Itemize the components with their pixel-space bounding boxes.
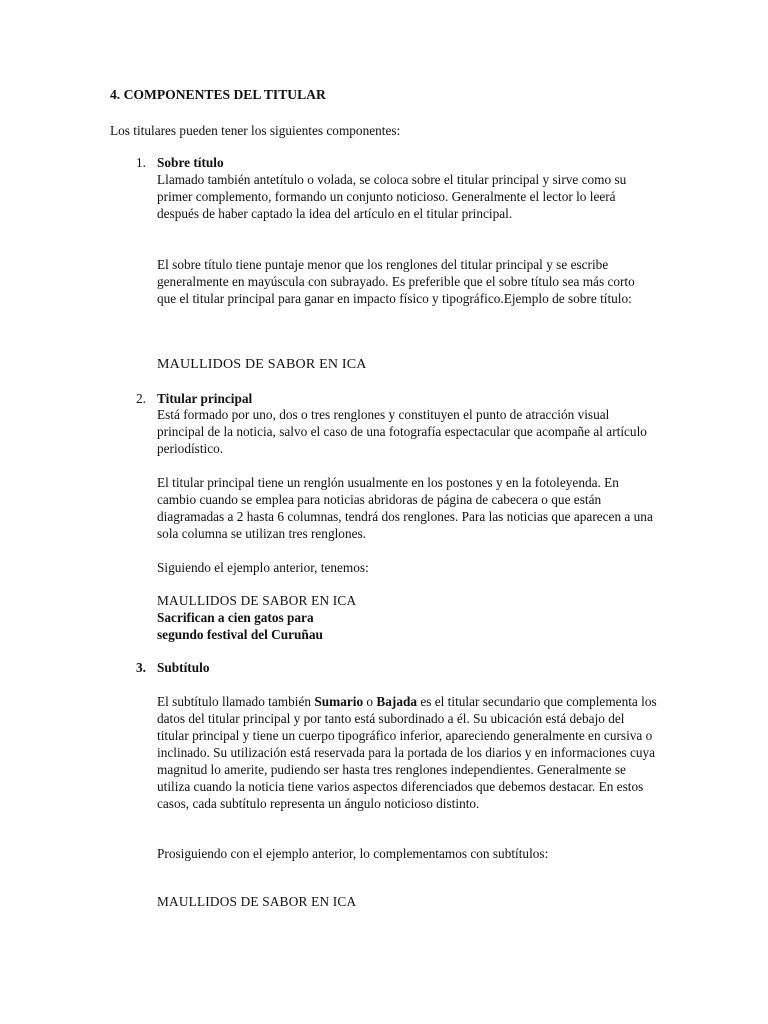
example-headline: MAULLIDOS DE SABOR EN ICA	[157, 357, 367, 372]
list-number: 1.	[136, 155, 146, 170]
item-title: Titular principal	[157, 391, 253, 406]
item-paragraph: Siguiendo el ejemplo anterior, tenemos:	[157, 560, 369, 575]
text-run: El subtítulo llamado también	[157, 694, 315, 709]
list-number: 3.	[136, 660, 146, 675]
term-bajada: Bajada	[376, 694, 418, 709]
example-headline-line: Sacrifican a cien gatos para	[157, 610, 314, 625]
example-headline-line: segundo festival del Curuñau	[157, 627, 323, 642]
text-run: o	[363, 694, 377, 709]
item-paragraph: El titular principal tiene un renglón usualmente en los postones y en la fotoleyenda. En cambio cuando se emplea para noticias abridoras de página de cabecera o que están diagramadas a 2 hasta 6 columnas, tendrá dos renglones. Para las noticias que aparecen a una sola columna se utilizan tres renglones.	[157, 475, 653, 541]
term-sumario: Sumario	[314, 694, 364, 709]
list-number: 2.	[136, 391, 146, 406]
item-paragraph: Está formado por uno, dos o tres renglones y constituyen el punto de atracción visual principal de la noticia, salvo el caso de una fotografía espectacular que acompañe al artículo periodístico.	[157, 407, 647, 456]
item-paragraph: Llamado también antetítulo o volada, se coloca sobre el titular principal y sirve como su primer complemento, formando un conjunto noticioso. Generalmente el lector lo leerá después de haber captado la idea del artículo en el titular principal.	[157, 172, 627, 221]
example-headline: MAULLIDOS DE SABOR EN ICA	[157, 894, 357, 909]
item-title: Sobre título	[157, 155, 224, 170]
text-run: es el titular secundario que complementa los datos del titular principal y por tanto está subordinado a él. Su ubicación está debajo del titular principal y tiene un cuerpo tipográfico inferior, apareciendo generalmente en cursiva o inclinado. Su utilización está reservada para la portada de los diarios y en informaciones cuya magnitud lo amerite, pudiendo ser hasta tres renglones independientes. Generalmente se utiliza cuando la noticia tiene varios aspectos diferenciados que debemos destacar. En estos casos, cada subtítulo representa un ángulo noticioso distinto.	[157, 694, 657, 811]
section-heading: 4. COMPONENTES DEL TITULAR	[110, 87, 326, 102]
intro-text: Los titulares pueden tener los siguientes componentes:	[110, 123, 401, 138]
item-paragraph: El sobre título tiene puntaje menor que los renglones del titular principal y se escribe generalmente en mayúscula con subrayado. Es preferible que el sobre título sea más corto que el titular principal para ganar en impacto físico y tipográfico.Ejemplo de sobre título:	[157, 257, 635, 306]
item-paragraph	[157, 693, 657, 812]
item-paragraph: Prosiguiendo con el ejemplo anterior, lo complementamos con subtítulos:	[157, 846, 549, 861]
example-kicker: MAULLIDOS DE SABOR EN ICA	[157, 593, 357, 608]
item-title: Subtítulo	[157, 660, 210, 675]
